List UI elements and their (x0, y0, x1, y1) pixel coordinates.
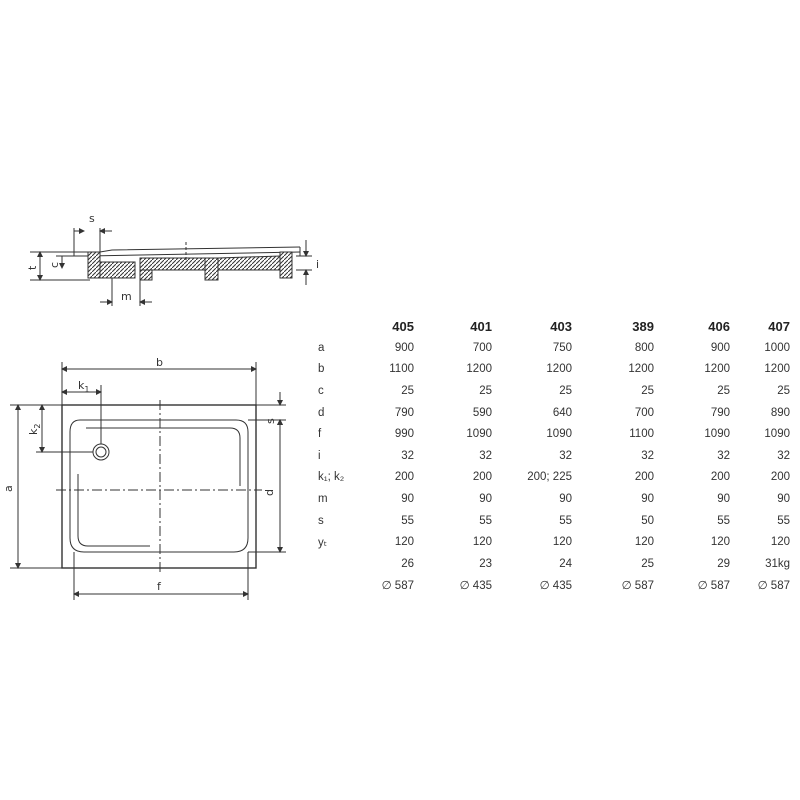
row-label: i (318, 449, 321, 462)
table-cell: 55 (479, 514, 492, 527)
table-cell: ∅ 435 (539, 580, 572, 593)
table-cell: 1200 (764, 363, 790, 376)
section-base-foot (140, 270, 152, 280)
row-label (312, 553, 354, 575)
row-label: k₁; k₂ (318, 471, 345, 484)
plan-label-s: s (264, 418, 277, 424)
table-cell: 200 (770, 471, 790, 484)
table-cell: ∅ 587 (697, 580, 730, 593)
table-cell: 200; 225 (527, 471, 572, 484)
table-cell: 32 (641, 449, 654, 462)
row-label: c (318, 384, 324, 397)
plan-view (10, 362, 286, 600)
table-cell: 1200 (628, 363, 654, 376)
section-label-t: t (26, 265, 39, 270)
table-cell: 90 (479, 492, 492, 505)
section-right-wall (280, 252, 292, 278)
table-cell: 200 (634, 471, 654, 484)
table-cell: 750 (552, 341, 572, 354)
plan-label-k2: $k_2$ (27, 423, 42, 435)
table-cell: 200 (710, 471, 730, 484)
table-cell: 25 (777, 384, 790, 397)
table-cell: 590 (472, 406, 492, 419)
plan-label-k1: $k_1$ (78, 379, 90, 394)
model-header: 403 (550, 318, 572, 334)
section-left-wall (88, 252, 100, 278)
model-header-row (312, 315, 792, 337)
section-mid-step (205, 258, 218, 280)
table-row (312, 488, 792, 510)
section-label-c: c (48, 261, 61, 268)
table-cell: 23 (479, 557, 492, 570)
model-header: 406 (708, 318, 730, 334)
table-row (312, 402, 792, 424)
table-cell: 25 (559, 384, 572, 397)
table-cell: ∅ 587 (621, 580, 654, 593)
table-cell: 1090 (546, 428, 572, 441)
section-label-s: s (89, 212, 95, 225)
table-cell: 26 (401, 557, 414, 570)
table-cell: 25 (641, 557, 654, 570)
cross-section-view (30, 228, 312, 306)
table-cell: 55 (559, 514, 572, 527)
table-cell: 700 (634, 406, 654, 419)
table-cell: 90 (641, 492, 654, 505)
section-label-m: m (121, 290, 132, 303)
table-cell: 990 (394, 428, 414, 441)
plan-label-f: f (157, 580, 161, 593)
table-row (312, 337, 792, 359)
row-label: d (318, 406, 325, 419)
table-cell: 1090 (704, 428, 730, 441)
table-cell: 1000 (764, 341, 790, 354)
section-label-i: i (316, 258, 320, 271)
table-cell: 25 (479, 384, 492, 397)
table-cell: 120 (472, 536, 492, 549)
table-row (312, 553, 792, 575)
table-row (312, 575, 792, 597)
table-cell: 900 (394, 341, 414, 354)
table-cell: ∅ 587 (757, 580, 790, 593)
model-header: 407 (768, 318, 790, 334)
table-cell: 890 (770, 406, 790, 419)
model-header: 389 (632, 318, 654, 334)
table-cell: 32 (479, 449, 492, 462)
row-label: m (318, 492, 328, 505)
table-cell: 32 (559, 449, 572, 462)
table-cell: 700 (472, 341, 492, 354)
specification-table (312, 315, 792, 596)
table-cell: 24 (559, 557, 572, 570)
table-cell: 120 (552, 536, 572, 549)
plan-label-d: d (263, 489, 276, 496)
table-cell: 90 (777, 492, 790, 505)
tray-outer-rim (62, 405, 256, 568)
table-cell: 32 (777, 449, 790, 462)
section-base-left (100, 262, 135, 278)
table-cell: 120 (710, 536, 730, 549)
table-row (312, 531, 792, 553)
model-header: 405 (392, 318, 414, 334)
table-row (312, 380, 792, 402)
plan-label-b: b (156, 356, 163, 369)
table-cell: 1090 (764, 428, 790, 441)
table-cell: 120 (770, 536, 790, 549)
table-cell: 900 (710, 341, 730, 354)
section-base-mid (140, 258, 205, 270)
model-header: 401 (470, 318, 492, 334)
table-row (312, 510, 792, 532)
table-cell: 90 (717, 492, 730, 505)
table-cell: ∅ 435 (459, 580, 492, 593)
table-cell: 640 (552, 406, 572, 419)
table-cell: 1200 (546, 363, 572, 376)
table-cell: 25 (401, 384, 414, 397)
row-label: s (318, 514, 324, 527)
table-cell: 1100 (389, 363, 414, 376)
table-cell: 790 (710, 406, 730, 419)
table-cell: 32 (401, 449, 414, 462)
table-cell: 200 (472, 471, 492, 484)
table-cell: 50 (641, 514, 654, 527)
table-cell: 200 (394, 471, 414, 484)
table-cell: 90 (559, 492, 572, 505)
table-cell: 32 (717, 449, 730, 462)
row-label (312, 575, 354, 597)
plan-label-a: a (2, 485, 15, 492)
table-cell: 90 (401, 492, 414, 505)
table-cell: 1200 (466, 363, 492, 376)
table-cell: 1100 (629, 428, 654, 441)
row-label: a (318, 341, 325, 354)
table-cell: 790 (394, 406, 414, 419)
table-row (312, 423, 792, 445)
table-cell: 120 (394, 536, 414, 549)
table-cell: 120 (634, 536, 654, 549)
table-cell: 55 (717, 514, 730, 527)
row-label: yₜ (318, 537, 328, 550)
table-cell: 1200 (704, 363, 730, 376)
section-right-base (218, 256, 280, 270)
table-cell: 55 (401, 514, 414, 527)
table-row (312, 467, 792, 489)
row-label: f (318, 428, 322, 441)
table-cell: 31kg (765, 557, 790, 570)
table-cell: 25 (641, 384, 654, 397)
table-row (312, 445, 792, 467)
table-cell: 1090 (466, 428, 492, 441)
row-label: b (318, 363, 325, 376)
table-cell: 29 (717, 557, 730, 570)
table-cell: 25 (717, 384, 730, 397)
table-row (312, 359, 792, 381)
table-cell: 800 (634, 341, 654, 354)
table-cell: 55 (777, 514, 790, 527)
table-cell: ∅ 587 (381, 580, 414, 593)
